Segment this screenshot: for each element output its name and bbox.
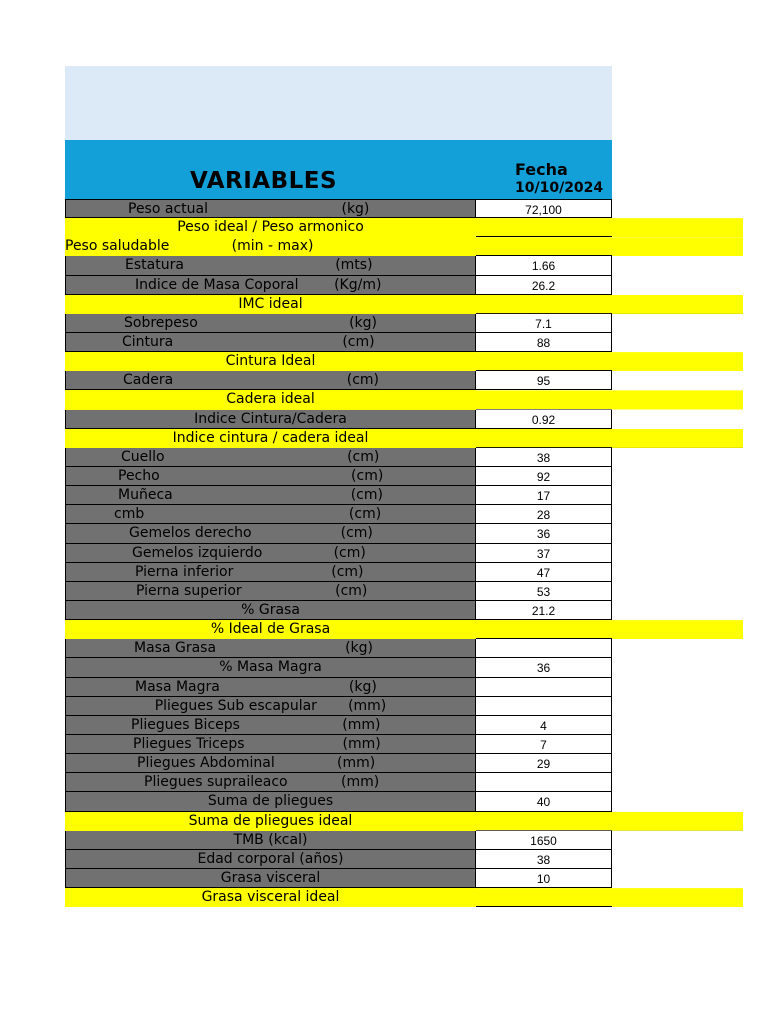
table-row (0, 486, 768, 505)
variable-value[interactable]: 1650 (476, 831, 612, 850)
table-row (0, 544, 768, 563)
table-row (0, 620, 768, 639)
table-row (0, 792, 768, 811)
table-row (0, 352, 768, 371)
variable-label: Cintura (cm) (65, 333, 476, 352)
variable-label: Gemelos derecho (cm) (65, 524, 476, 543)
table-row (0, 639, 768, 658)
table-row (0, 467, 768, 486)
table-row (0, 601, 768, 620)
table-row (0, 582, 768, 601)
table-row (0, 256, 768, 275)
table-row (0, 314, 768, 333)
table-row (0, 869, 768, 888)
value-cell-highlight[interactable] (476, 218, 743, 237)
variable-value[interactable]: 17 (476, 486, 612, 505)
value-cell-highlight[interactable] (476, 620, 743, 639)
variable-value[interactable] (476, 773, 612, 792)
variable-value[interactable]: 53 (476, 582, 612, 601)
table-row (0, 295, 768, 314)
table-row (0, 429, 768, 448)
variable-value[interactable]: 1.66 (476, 256, 612, 275)
variable-value[interactable]: 36 (476, 658, 612, 677)
table-row (0, 199, 768, 218)
table-row (0, 390, 768, 409)
variable-value[interactable]: 28 (476, 505, 612, 524)
table-row (0, 218, 768, 237)
variable-label: Cadera ideal (65, 390, 476, 409)
top-banner (65, 66, 612, 140)
variable-label: Indice Cintura/Cadera (65, 410, 476, 429)
variable-label: Grasa visceral ideal (65, 888, 476, 907)
variable-value[interactable]: 36 (476, 524, 612, 543)
variable-label: Pliegues Abdominal (mm) (65, 754, 476, 773)
variable-value[interactable] (476, 678, 612, 697)
table-row (0, 716, 768, 735)
date-value: 10/10/2024 (515, 180, 604, 196)
table-row (0, 410, 768, 429)
variable-value[interactable]: 0.92 (476, 410, 612, 429)
variable-label: Pierna superior (cm) (65, 582, 476, 601)
variable-value[interactable]: 88 (476, 333, 612, 352)
variable-label: Cadera (cm) (65, 371, 476, 390)
table-row (0, 888, 768, 907)
table-row (0, 448, 768, 467)
variable-value[interactable]: 47 (476, 563, 612, 582)
variable-value[interactable]: 72,100 (476, 199, 612, 218)
value-cell-highlight[interactable] (476, 295, 743, 314)
variable-label: Edad corporal (años) (65, 850, 476, 869)
variable-label: Peso ideal / Peso armonico (65, 218, 476, 237)
table-row (0, 333, 768, 352)
value-cell-highlight[interactable] (476, 888, 743, 907)
variable-value[interactable]: 26.2 (476, 276, 612, 295)
variable-label: cmb (cm) (65, 505, 476, 524)
variable-value[interactable]: 38 (476, 850, 612, 869)
table-row (0, 735, 768, 754)
value-cell-highlight[interactable] (476, 429, 743, 448)
table-row (0, 505, 768, 524)
variable-label: Pliegues Biceps (mm) (65, 716, 476, 735)
variable-value[interactable]: 40 (476, 792, 612, 811)
table-row (0, 276, 768, 295)
variable-label: Pliegues Triceps (mm) (65, 735, 476, 754)
page-title: VARIABLES (190, 168, 338, 194)
variable-label: % Grasa (65, 601, 476, 620)
variable-label: % Masa Magra (65, 658, 476, 677)
variable-value[interactable] (476, 697, 612, 716)
date-label: Fecha (515, 160, 568, 179)
variable-label: Pecho (cm) (65, 467, 476, 486)
variable-label: TMB (kcal) (65, 831, 476, 850)
variable-value[interactable]: 95 (476, 371, 612, 390)
table-row (0, 754, 768, 773)
table-row (0, 831, 768, 850)
variable-label: Muñeca (cm) (65, 486, 476, 505)
variable-label: Masa Magra (kg) (65, 678, 476, 697)
table-row (0, 678, 768, 697)
table-row (0, 563, 768, 582)
variable-label: Gemelos izquierdo (cm) (65, 544, 476, 563)
variable-label: Indice cintura / cadera ideal (65, 429, 476, 448)
variable-label: Suma de pliegues (65, 792, 476, 811)
variable-value[interactable]: 21.2 (476, 601, 612, 620)
variable-value[interactable]: 7 (476, 735, 612, 754)
table-row (0, 850, 768, 869)
table-row (0, 371, 768, 390)
variable-label: Suma de pliegues ideal (65, 812, 476, 831)
table-row (0, 697, 768, 716)
variable-label: Pierna inferior (cm) (65, 563, 476, 582)
variable-label: Indice de Masa Coporal (Kg/m) (65, 276, 476, 295)
value-cell-highlight[interactable] (476, 812, 743, 831)
variable-value[interactable]: 4 (476, 716, 612, 735)
variable-value[interactable]: 7.1 (476, 314, 612, 333)
variable-value[interactable]: 92 (476, 467, 612, 486)
value-cell-highlight[interactable] (476, 352, 743, 371)
table-row (0, 812, 768, 831)
value-cell-highlight[interactable] (476, 390, 743, 409)
variable-value[interactable] (476, 639, 612, 658)
variable-label: Pliegues supraileaco (mm) (65, 773, 476, 792)
variable-label: Estatura (mts) (65, 256, 476, 275)
variable-label: Sobrepeso (kg) (65, 314, 476, 333)
table-row (0, 524, 768, 543)
variable-label: Grasa visceral (65, 869, 476, 888)
variable-value[interactable]: 29 (476, 754, 612, 773)
variable-label: Pliegues Sub escapular (mm) (65, 697, 476, 716)
variable-label: Peso saludable (min - max) (65, 237, 476, 256)
variable-value[interactable]: 10 (476, 869, 612, 888)
variable-label: % Ideal de Grasa (65, 620, 476, 639)
variable-label: IMC ideal (65, 295, 476, 314)
variable-value[interactable]: 37 (476, 544, 612, 563)
variables-table (0, 199, 768, 907)
variable-label: Cintura Ideal (65, 352, 476, 371)
variable-label: Cuello (cm) (65, 448, 476, 467)
table-row (0, 773, 768, 792)
value-cell-highlight[interactable] (476, 237, 743, 256)
table-row (0, 658, 768, 677)
variable-label: Peso actual (kg) (65, 199, 476, 218)
variable-value[interactable]: 38 (476, 448, 612, 467)
table-row (0, 237, 768, 256)
variable-label: Masa Grasa (kg) (65, 639, 476, 658)
